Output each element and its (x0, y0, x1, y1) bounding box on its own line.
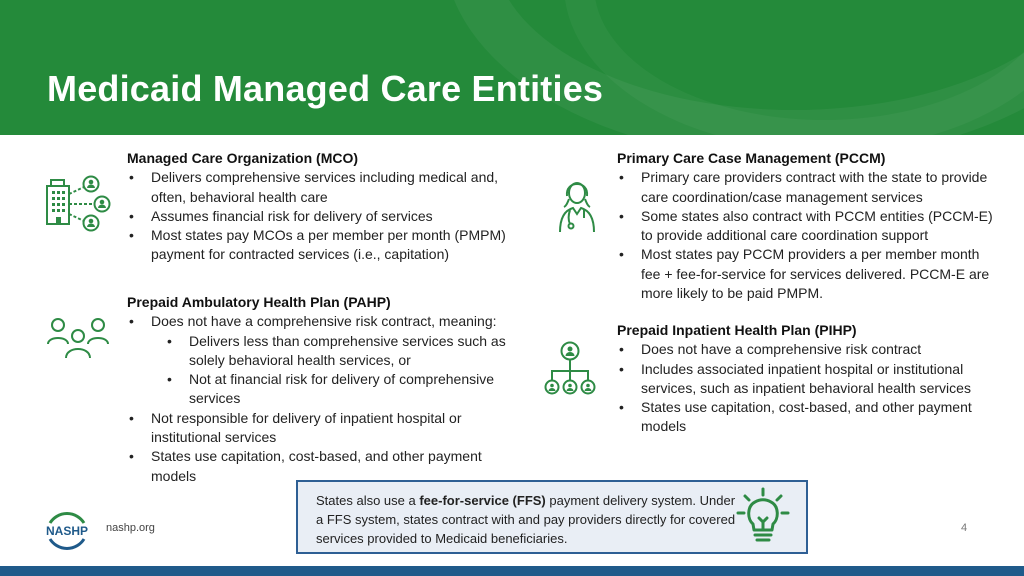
callout-text-before: States also use a (316, 493, 420, 508)
logo-text: NASHP (45, 524, 89, 538)
list-item: • States use capitation, cost-based, and other payment models (617, 398, 997, 437)
list-item: • Does not have a comprehensive risk contract, meaning: (127, 312, 522, 331)
list-item: • Includes associated inpatient hospital or institutional services, such as inpatient behavioral health services (617, 360, 997, 399)
mco-section (127, 149, 527, 265)
footer-bar (0, 566, 1024, 576)
list-item: • Assumes financial risk for delivery of services (127, 207, 527, 226)
org-hierarchy-icon (543, 340, 597, 398)
doctor-icon (556, 174, 598, 236)
page-number: 4 (961, 522, 968, 534)
list-item: • Some states also contract with PCCM entities (PCCM-E) to provide additional care coordination support (617, 207, 997, 246)
ffs-callout (296, 480, 808, 554)
nashp-logo (42, 507, 92, 553)
lightbulb-icon (735, 486, 791, 548)
list-item: • Most states pay PCCM providers a per member month fee + fee-for-service for services delivered. PCCM-E are more likely to be paid PMPM. (617, 245, 997, 303)
list-item: • States use capitation, cost-based, and other payment models (127, 447, 522, 486)
pahp-heading: Prepaid Ambulatory Health Plan (PAHP) (127, 294, 391, 310)
pccm-section (617, 149, 997, 303)
list-item: • Does not have a comprehensive risk contract (617, 340, 997, 359)
pihp-section (617, 321, 997, 437)
site-url[interactable]: nashp.org (106, 522, 155, 534)
sub-list-item: • Delivers less than comprehensive services such as solely behavioral health services, or (127, 332, 522, 371)
callout-text (316, 491, 736, 548)
title-banner (0, 0, 1024, 135)
callout-text-after: payment delivery system. Under a FFS system, states contract with and pay providers directly for covered services provided to Medicaid beneficiaries. (316, 493, 736, 546)
list-item: • Primary care providers contract with the state to provide care coordination/case management services (617, 168, 997, 207)
building-network-icon (44, 174, 114, 234)
list-item: • Not responsible for delivery of inpatient hospital or institutional services (127, 409, 522, 448)
sub-list-item: • Not at financial risk for delivery of comprehensive services (127, 370, 522, 409)
people-group-icon (46, 316, 112, 360)
pahp-section (127, 293, 522, 486)
pccm-heading: Primary Care Case Management (PCCM) (617, 150, 886, 166)
mco-heading: Managed Care Organization (MCO) (127, 150, 359, 166)
pihp-heading: Prepaid Inpatient Health Plan (PIHP) (617, 322, 857, 338)
list-item: • Most states pay MCOs a per member per month (PMPM) payment for contracted services (i.e., capitation) (127, 226, 527, 265)
page-title: Medicaid Managed Care Entities (47, 68, 604, 109)
list-item: • Delivers comprehensive services including medical and, often, behavioral health care (127, 168, 527, 207)
callout-bold: fee-for-service (FFS) (419, 493, 546, 508)
